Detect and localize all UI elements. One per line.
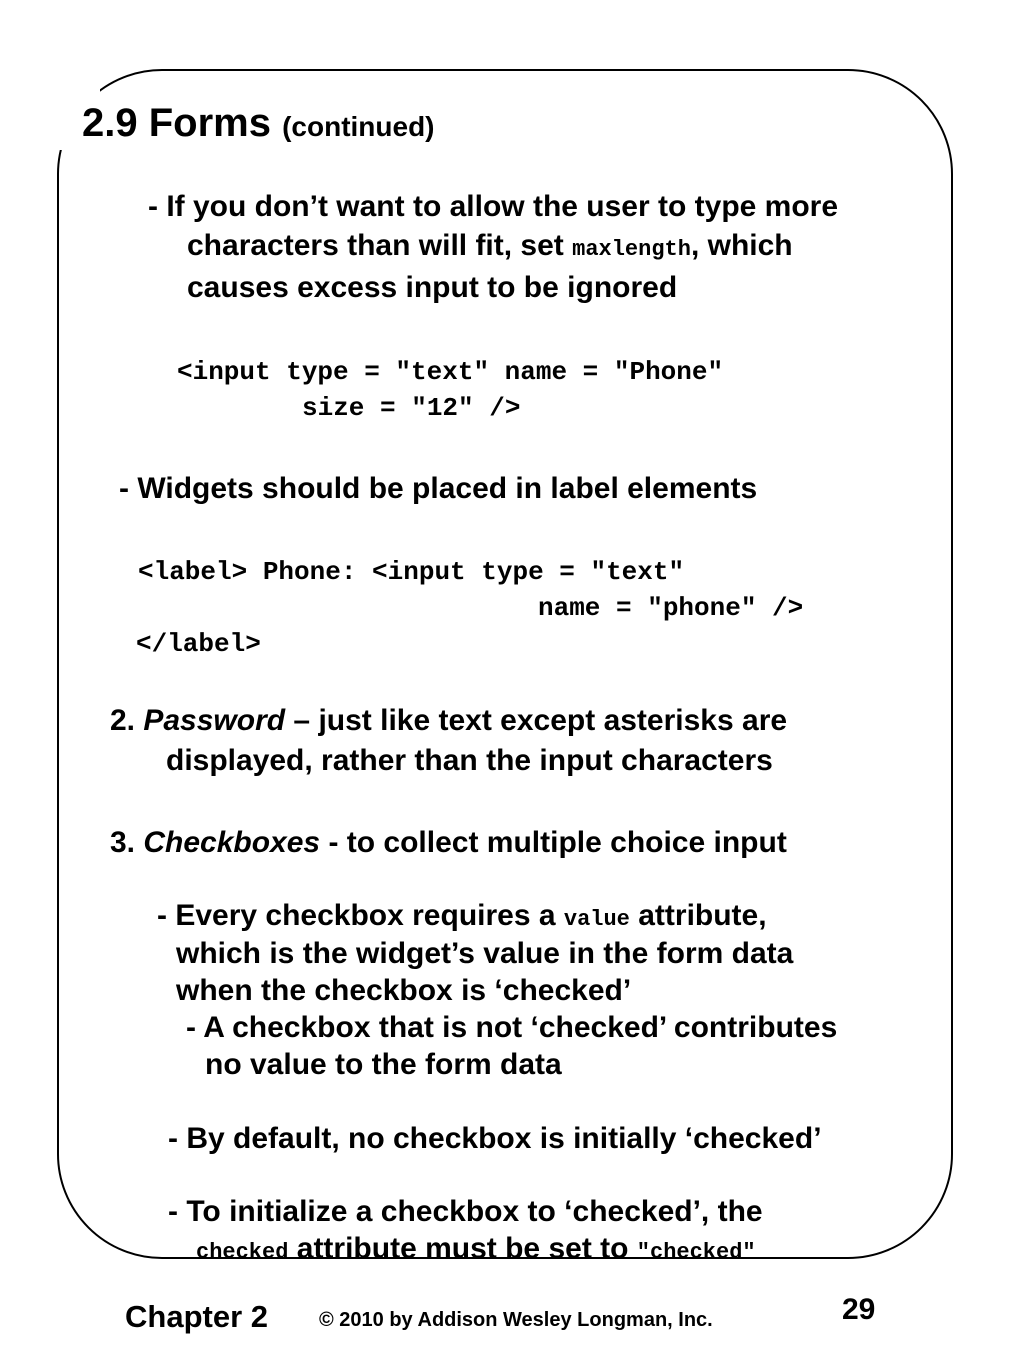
text-span: attribute must be set to (288, 1232, 637, 1265)
text-span: - Every checkbox requires a (157, 899, 564, 932)
password-item-line1 (110, 706, 787, 736)
value-bullet-line2: which is the widget’s value in the form data (176, 937, 794, 970)
value-code: value (563, 907, 630, 932)
checked-value-code: "checked" (636, 1240, 756, 1265)
title-sub: (continued) (282, 111, 435, 142)
maxlength-bullet-line3: causes excess input to be ignored (187, 271, 678, 304)
footer-chapter: Chapter 2 (125, 1299, 268, 1334)
code-label-line2: name = "phone" /> (538, 593, 804, 623)
checkbox-item (110, 828, 787, 858)
code-input-line1: <input type = "text" name = "Phone" (177, 357, 724, 387)
unchecked-bullet-line1: - A checkbox that is not ‘checked’ contributes (186, 1011, 838, 1044)
password-item-line2: displayed, rather than the input characters (166, 744, 773, 777)
value-bullet-line1 (157, 901, 767, 931)
text-span: , which (690, 229, 793, 262)
checkboxes-term: Checkboxes (143, 826, 321, 859)
init-bullet-line2 (196, 1234, 756, 1264)
label-bullet: - Widgets should be placed in label elements (119, 472, 758, 505)
default-bullet: - By default, no checkbox is initially ‘checked’ (168, 1122, 822, 1155)
init-bullet-line1: - To initialize a checkbox to ‘checked’, the (168, 1195, 763, 1228)
page-number: 29 (842, 1293, 876, 1326)
unchecked-bullet-line2: no value to the form data (205, 1048, 562, 1081)
code-label-line1: <label> Phone: <input type = "text" (138, 557, 685, 587)
item-number: 2. (110, 704, 144, 737)
text-span: - to collect multiple choice input (320, 826, 787, 859)
maxlength-bullet-line2 (187, 231, 793, 261)
item-number: 3. (110, 826, 144, 859)
text-span: – just like text except asterisks are (285, 704, 788, 737)
password-term: Password (143, 704, 286, 737)
text-span: characters than will fit, set (187, 229, 573, 262)
value-bullet-line3: when the checkbox is ‘checked’ (176, 974, 632, 1007)
footer-copyright: © 2010 by Addison Wesley Longman, Inc. (319, 1309, 713, 1331)
code-label-line3: </label> (136, 629, 261, 659)
maxlength-code: maxlength (572, 237, 691, 262)
title-main: 2.9 Forms (82, 101, 271, 145)
text-span: attribute, (629, 899, 767, 932)
checked-code: checked (196, 1240, 289, 1265)
maxlength-bullet-line1: - If you don’t want to allow the user to type more (148, 190, 839, 223)
slide-title (82, 103, 435, 143)
code-input-line2: size = "12" /> (302, 393, 521, 423)
